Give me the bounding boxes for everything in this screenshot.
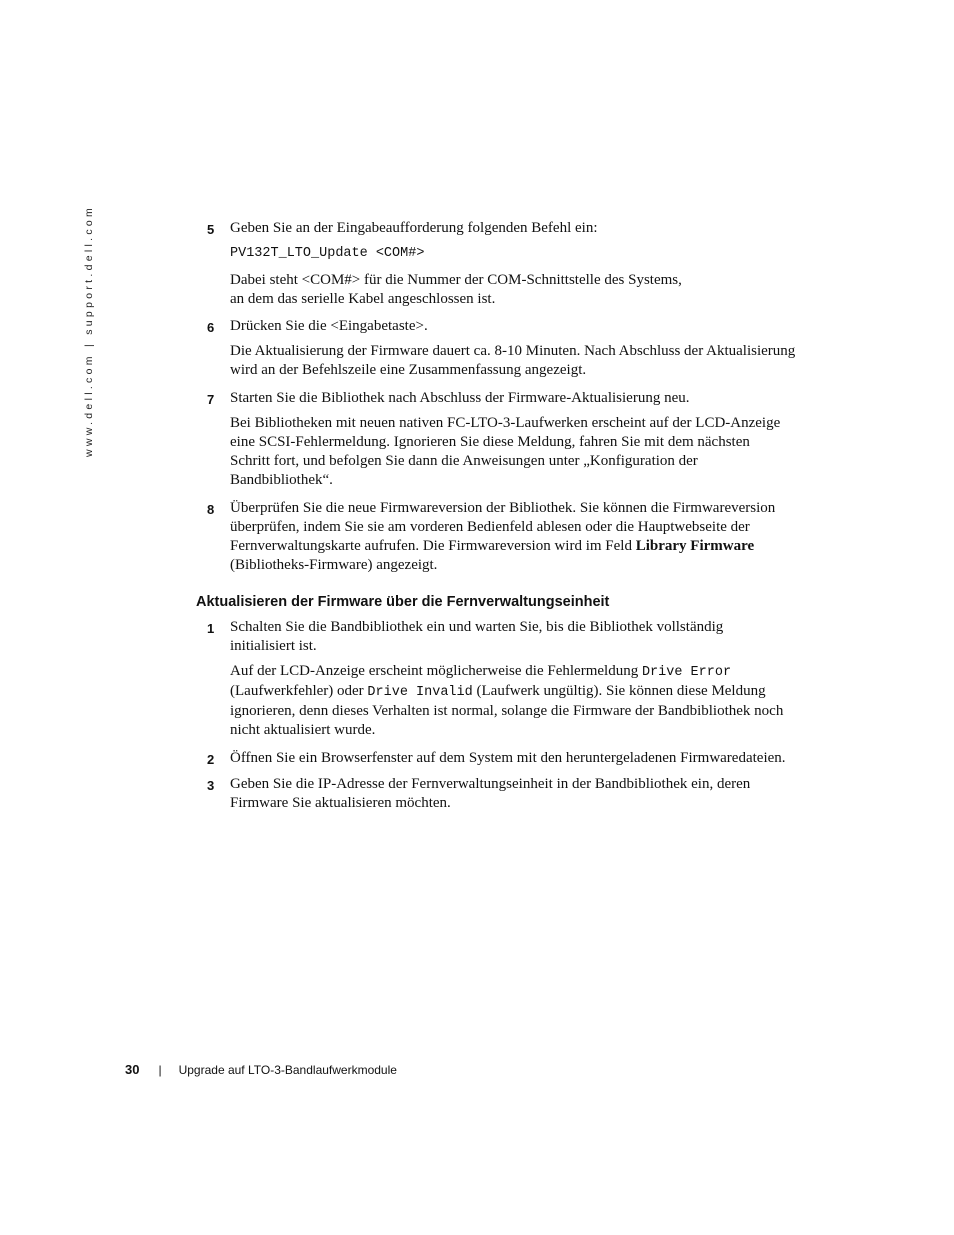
- step-5: [196, 219, 821, 309]
- error-code-drive-error: Drive Error: [641, 665, 732, 680]
- step-text: Öffnen Sie ein Browserfenster auf dem System mit den heruntergeladenen Firmwaredateien.: [230, 750, 786, 766]
- step-6: [196, 317, 821, 380]
- step-text-fragment: Fernverwaltungskarte aufrufen. Die Firmwareversion wird im Feld: [230, 538, 636, 554]
- step-note-line: [230, 682, 821, 702]
- page-number: 30: [125, 1062, 140, 1077]
- side-url: www.dell.com | support.dell.com: [83, 204, 95, 457]
- step-number: 5: [207, 222, 215, 237]
- step-number: 2: [207, 752, 215, 767]
- step-number: 6: [207, 320, 215, 335]
- step-note-line: an dem das serielle Kabel angeschlossen ist.: [230, 291, 496, 307]
- step-text-line: Firmware Sie aktualisieren möchten.: [230, 795, 451, 811]
- step-number: 7: [207, 392, 215, 407]
- step-text-line: (Bibliotheks-Firmware) angezeigt.: [230, 557, 438, 573]
- step-7: [196, 389, 821, 490]
- step-note-line: eine SCSI-Fehlermeldung. Ignorieren Sie diese Meldung, fahren Sie mit dem nächsten: [230, 434, 750, 450]
- step-text: Drücken Sie die <Eingabetaste>.: [230, 318, 428, 334]
- step-text-line: [230, 537, 821, 556]
- page-content: [196, 219, 821, 813]
- step-text-fragment: (Laufwerkfehler) oder: [230, 683, 368, 699]
- error-code-drive-invalid: Drive Invalid: [367, 685, 473, 700]
- footer-separator: |: [158, 1063, 162, 1077]
- step-note-line: Die Aktualisierung der Firmware dauert ca. 8-10 Minuten. Nach Abschluss der Aktualisierung: [230, 343, 796, 359]
- step-text-line: Geben Sie die IP-Adresse der Fernverwaltungseinheit in der Bandbibliothek ein, deren: [230, 776, 751, 792]
- remote-step-1: [196, 618, 821, 740]
- step-number: 3: [207, 778, 215, 793]
- step-text-line: initialisiert ist.: [230, 638, 317, 654]
- step-text-line: überprüfen, indem Sie sie am vorderen Bedienfeld ablesen oder die Hauptwebseite der: [230, 519, 750, 535]
- step-text: Starten Sie die Bibliothek nach Abschluss der Firmware-Aktualisierung neu.: [230, 390, 690, 406]
- step-note-line: Bandbibliothek“.: [230, 472, 333, 488]
- section-heading: Aktualisieren der Firmware über die Fernverwaltungseinheit: [196, 594, 610, 610]
- step-note-line: wird an der Befehlszeile eine Zusammenfassung angezeigt.: [230, 362, 587, 378]
- step-number: 8: [207, 502, 215, 517]
- step-text-line: Schalten Sie die Bandbibliothek ein und warten Sie, bis die Bibliothek vollständig: [230, 619, 724, 635]
- field-name-library-firmware: Library Firmware: [635, 538, 755, 554]
- chapter-title: Upgrade auf LTO-3-Bandlaufwerkmodule: [178, 1063, 397, 1077]
- step-text-fragment: (Laufwerk ungültig). Sie können diese Meldung: [472, 683, 766, 699]
- step-note-line: Bei Bibliotheken mit neuen nativen FC-LTO-3-Laufwerken erscheint auf der LCD-Anzeige: [230, 415, 781, 431]
- remote-step-3: [196, 775, 821, 813]
- step-8: [196, 499, 821, 575]
- step-note-line: [230, 662, 821, 682]
- step-text: Geben Sie an der Eingabeaufforderung folgenden Befehl ein:: [230, 220, 598, 236]
- step-note-line: ignorieren, denn dieses Verhalten ist normal, solange die Firmware der Bandbibliothek noch: [230, 703, 784, 719]
- step-number: 1: [207, 621, 215, 636]
- step-note-line: Schritt fort, und befolgen Sie dann die Anweisungen unter „Konfiguration der: [230, 453, 698, 469]
- step-text-fragment: Auf der LCD-Anzeige erscheint möglicherweise die Fehlermeldung: [230, 663, 642, 679]
- step-note-line: Dabei steht <COM#> für die Nummer der COM-Schnittstelle des Systems,: [230, 272, 682, 288]
- command-line: PV132T_LTO_Update <COM#>: [230, 246, 425, 261]
- step-note-line: nicht aktualisiert wurde.: [230, 722, 376, 738]
- page-footer: [125, 1062, 397, 1077]
- step-text-line: Überprüfen Sie die neue Firmwareversion der Bibliothek. Sie können die Firmwareversion: [230, 500, 776, 516]
- remote-step-2: [196, 749, 821, 768]
